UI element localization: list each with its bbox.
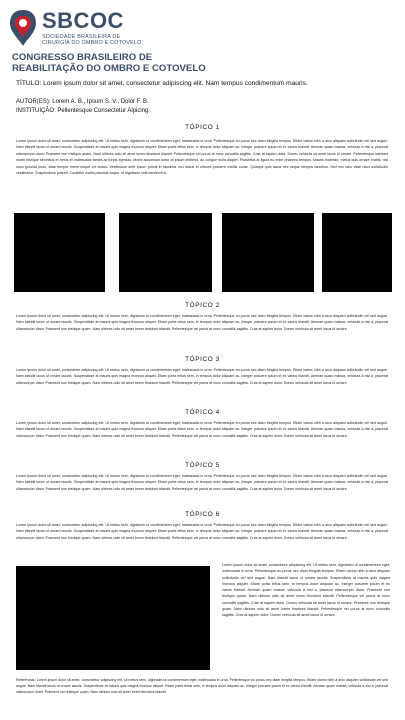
sbcoc-logo-icon xyxy=(8,8,38,48)
institution-line: INSTITUIÇÃO: Pellentesque Consectetur Alpicing xyxy=(16,107,149,114)
congress-title-line-2: REABILITAÇÃO DO OMBRO E COTOVELO xyxy=(12,63,206,74)
topic-heading: TÓPICO 2 xyxy=(185,302,220,309)
image-placeholder xyxy=(14,213,105,292)
side-paragraph: Lorem ipsum dolor sit amet, consectetur adipiscing elit. Ut metus sem, dignissim ut condimentum eget, malesuada in urna. Pellentesque eu purus nec diam fringilla tempus. Etiam varius nibh a arcu aliquam sollicitudin vel sed augue. Nam blandit lacus ut ornare iaculis. Suspendisse at mauris quis magna rhoncus aliquet. Etiam porta tellus sem, in tempus dolor aliquam ac. Integer posuere ipsum et ex varius blandit. Aenean quam massa, vehicula a nisl a, placerat ullamcorper diam. Praesent non tristique quam. Nam ultrices odio sit amet lorem tincidunt blandit. Pellentesque vel purus at nunc convallis sagittis. Cras at sapien dolor. Donec vehicula sit amet lacus id ornare. Praesent non tristique quam. Nam ultrices odio sit amet lorem tincidunt blandit. Pellentesque vel purus at nunc convallis sagittis. Cras at sapien dolor. Donec vehicula sit amet lacus id ornare. xyxy=(222,563,390,618)
topic-paragraph: Lorem ipsum dolor sit amet, consectetur adipiscing elit. Ut metus sem, dignissim ut condimentum eget, malesuada in urna. Pellentesque eu purus nec diam fringilla tempus. Etiam varius nibh a arcu aliquam sollicitudin vel sed augue. Nam blandit lacus ut ornare iaculis. Suspendisse at mauris quis magna rhoncus aliquet. Etiam porta tellus sem, in tempus dolor aliquam ac. Integer posuere ipsum et ex varius blandit. Aenean quam massa, vehicula a nisl a, placerat ullamcorper diam. Praesent non tristique quam. Nam ultrices odio sit amet lorem tincidunt blandit. Pellentesque vel purus at nunc convallis sagittis. Cras at sapien dolor. Donec vehicula sit amet lacus id ornare. xyxy=(16,523,388,540)
congress-title-line-1: CONGRESSO BRASILEIRO DE xyxy=(12,52,153,63)
topic-paragraph: Lorem ipsum dolor sit amet, consectetur adipiscing elit. Ut metus sem, dignissim ut condimentum eget, malesuada in urna. Pellentesque eu purus nec diam fringilla tempus. Etiam varius nibh a arcu aliquam sollicitudin vel sed augue. Nam blandit lacus ut ornare iaculis. Suspendisse at mauris quis magna rhoncus aliquet. Etiam porta tellus sem, in tempus dolor aliquam ac. Integer posuere ipsum et ex varius blandit. Aenean quam massa, vehicula a nisl a, placerat ullamcorper diam. Praesent non tristique quam. Nam ultrices odio sit amet lorem tincidunt blandit. Pellentesque vel purus at nunc convallis sagittis. Cras at sapien dolor. Donec vehicula sit amet lacus id ornare. xyxy=(16,474,388,491)
congress-title xyxy=(12,52,272,74)
image-placeholder xyxy=(119,213,212,292)
topic-paragraph: Lorem ipsum dolor sit amet, consectetur adipiscing elit. Ut metus sem, dignissim ut condimentum eget, malesuada in urna. Pellentesque eu purus nec diam fringilla tempus. Etiam varius nibh a arcu aliquam sollicitudin vel sed augue. Nam blandit lacus ut ornare iaculis. Suspendisse at mauris quis magna rhoncus aliquet. Etiam porta tellus sem, in tempus dolor aliquam ac. Integer posuere ipsum et ex varius blandit. Aenean quam massa, vehicula a nisl a, placerat ullamcorper diam. Praesent non tristique quam. Nam ultrices odio sit amet lorem tincidunt blandit. Pellentesque vel purus at nunc convallis sagittis. Cras at sapien dolor. Donec vehicula sit amet lacus id ornare. xyxy=(16,421,388,438)
references: Referências: Lorem ipsum dolor sit amet, consectetur adipiscing elit. Ut metus sem, dignissim ut condimentum eget, malesuada in urna. Pellentesque eu purus nec diam fringilla tempus. Etiam varius nibh a arcu aliquam sollicitudin vel sed augue. Nam blandit lacus ut ornare iaculis. Suspendisse at mauris quis magna rhoncus aliquet. Etiam porta tellus sem, in tempus dolor aliquam ac. Integer posuere ipsum et ex varius blandit. Aenean quam massa, vehicula a nisl a, placerat ullamcorper diam. Praesent non tristique quam. Nam ultrices odio sit amet lorem tincidunt blandit. xyxy=(16,678,388,694)
topic-heading: TÓPICO 4 xyxy=(185,409,220,416)
topic-paragraph: Lorem ipsum dolor sit amet, consectetur adipiscing elit. Ut metus sem, dignissim ut condimentum eget, malesuada in urna. Pellentesque eu purus nec diam fringilla tempus. Etiam varius nibh a arcu aliquam sollicitudin vel sed augue. Nam blandit lacus ut ornare iaculis. Suspendisse at mauris quis magna rhoncus aliquet. Etiam porta tellus sem, in tempus dolor aliquam ac. Integer posuere ipsum et ex varius blandit. Aenean quam massa, vehicula a nisl a, placerat ullamcorper diam. Praesent non tristique quam. Nam ultrices odio sit amet lorem tincidunt blandit. Pellentesque vel purus at nunc convallis sagittis. Cras at sapien dolor. Donec vehicula sit amet lacus id ornare. xyxy=(16,368,388,385)
topic-heading: TÓPICO 1 xyxy=(185,124,220,131)
topic-paragraph: Lorem ipsum dolor sit amet, consectetur adipiscing elit. Ut metus sem, dignissim ut condimentum eget, malesuada in urna. Pellentesque eu purus nec diam fringilla tempus. Etiam varius nibh a arcu aliquam sollicitudin vel sed augue. Nam blandit lacus ut ornare iaculis. Suspendisse at mauris quis magna rhoncus aliquet. Etiam porta tellus sem, in tempus dolor aliquam ac. Integer posuere ipsum et ex varius blandit. Aenean quam massa, vehicula a nisl a, placerat ullamcorper diam. Praesent non tristique quam. Nam ultrices odio sit amet lorem tincidunt blandit. Pellentesque vel purus at nunc convallis sagittis. Cras at sapien dolor. Donec vehicula sit amet lacus id ornare. xyxy=(16,314,388,331)
topic-paragraph: Lorem ipsum dolor sit amet, consectetur adipiscing elit. Ut metus sem, dignissim ut condimentum eget, malesuada in urna. Pellentesque eu purus nec diam fringilla tempus. Etiam varius nibh a arcu aliquam sollicitudin vel sed augue. Nam blandit lacus ut ornare iaculis. Suspendisse at mauris quis magna rhoncus aliquet. Etiam porta tellus sem, in tempus dolor aliquam ac. Integer posuere ipsum et ex varius blandit. Aenean quam massa, vehicula a nisl a, placerat ullamcorper diam. Praesent non tristique quam. Nam ultrices odio sit amet lorem tincidunt blandit. Pellentesque vel purus at nunc convallis sagittis. Cras at sapien dolor. Donec vehicula sit amet lacus id ornare. Pellentesque habitant morbi tristique senectus et netus et malesuada fames ac turpis egestas. Morbi accumsan tortor at ipsum eleifend, ac congue nulla aliquet. Phasellus at ligula eu enim pharetra tempus. Mauris molestie, metus quis ornare mattis, nisl nunc gravida justo, vitae tempor lorem neque vel lectus. Vestibulum ante ipsum primis in faucibus orci luctus et ultrices posuere cubilia curae. Quisque quis lacus nec neque tempus faucibus. Sed nec odio vitae risus sollicitudin vestibulum. Suspendisse potenti. Curabitur mollis placerat neque, id dignissim velit hendrerit in. xyxy=(16,139,388,176)
image-placeholder xyxy=(16,566,210,670)
topic-heading: TÓPICO 6 xyxy=(185,511,220,518)
header xyxy=(6,4,306,72)
authors-block xyxy=(16,98,396,115)
poster-title: TÍTULO: Lorem ipsum dolor sit amet, consectetur adipiscing elit. Nam tempus condimentum mauris. xyxy=(16,80,308,87)
image-placeholder xyxy=(222,213,314,292)
topic-heading: TÓPICO 3 xyxy=(185,356,220,363)
logo-name: SBCOC xyxy=(42,8,124,33)
logo-subtitle-1: SOCIEDADE BRASILEIRA DE xyxy=(42,34,121,40)
logo-subtitle-2: CIRURGIA DO OMBRO E COTOVELO xyxy=(42,40,142,46)
image-placeholder xyxy=(322,213,392,292)
topic-heading: TÓPICO 5 xyxy=(185,462,220,469)
authors-line: AUTOR(ES): Lorem A. B., Ipsum S. V., Dolor F. B. xyxy=(16,99,149,105)
